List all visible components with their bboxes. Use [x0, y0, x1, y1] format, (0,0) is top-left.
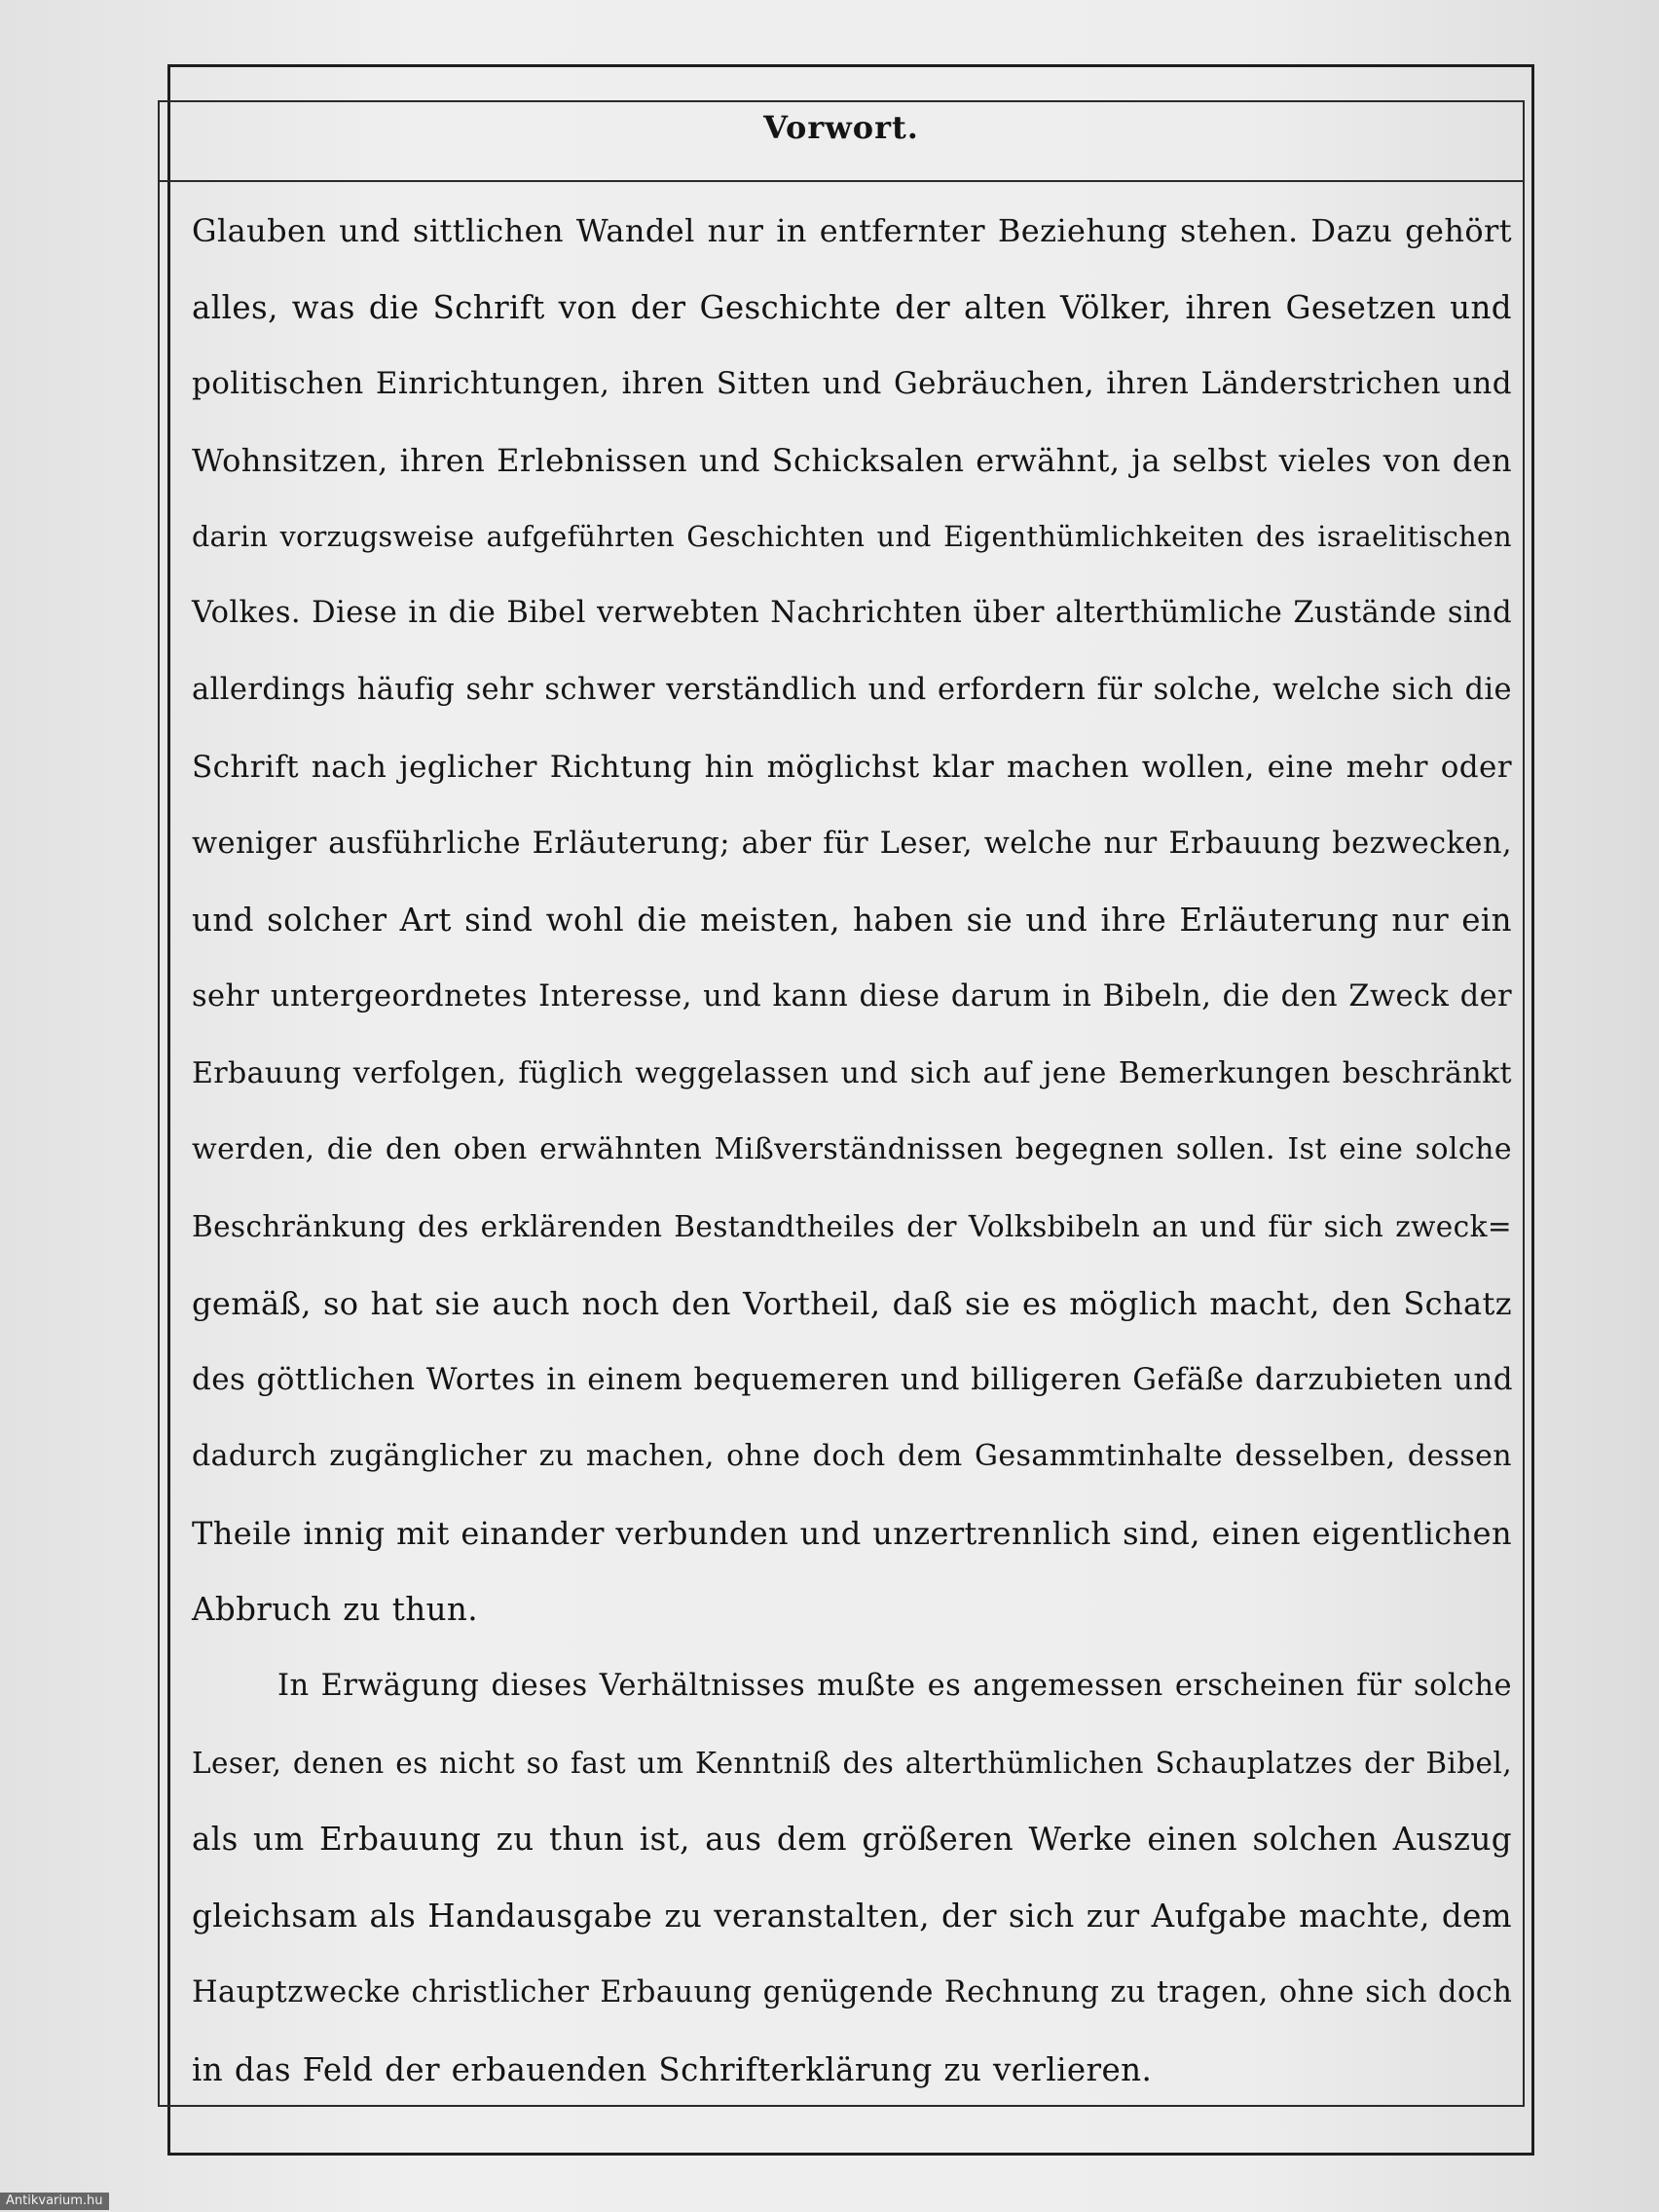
text-line: werden, die den oben erwähnten Mißverständnissen begegnen sollen. Ist eine solche: [192, 1132, 1512, 1167]
text-line: Glauben und sittlichen Wandel nur in entfernter Beziehung stehen. Dazu gehört: [192, 212, 1512, 249]
text-line: Abbruch zu thun.: [192, 1591, 478, 1629]
text-line: Hauptzwecke christlicher Erbauung genügende Rechnung zu tragen, ohne sich doch: [192, 1974, 1513, 2009]
text-line: darin vorzugsweise aufgeführten Geschichten und Eigenthümlichkeiten des israelitischen: [192, 520, 1512, 553]
body-text: [192, 193, 1512, 2108]
page-title: Vorwort.: [763, 109, 919, 146]
watermark: Antikvarium.hu: [0, 2193, 109, 2210]
text-line: Schrift nach jeglicher Richtung hin möglichst klar machen wollen, eine mehr oder: [192, 749, 1512, 785]
text-line: Volkes. Diese in die Bibel verwebten Nachrichten über alterthümliche Zustände sind: [192, 596, 1512, 631]
text-line: und solcher Art sind wohl die meisten, haben sie und ihre Erläuterung nur ein: [192, 902, 1512, 940]
text-line: als um Erbauung zu thun ist, aus dem größeren Werke einen solchen Auszug: [192, 1821, 1512, 1859]
text-line: Leser, denen es nicht so fast um Kenntniß des alterthümlichen Schauplatzes der Bibel,: [192, 1746, 1512, 1780]
text-line: alles, was die Schrift von der Geschichte der alten Völker, ihren Gesetzen und: [192, 288, 1512, 326]
text-line: weniger ausführliche Erläuterung; aber für Leser, welche nur Erbauung bezwecken,: [192, 826, 1512, 861]
text-line: dadurch zugänglicher zu machen, ohne doch dem Gesammtinhalte desselben, dessen: [192, 1439, 1512, 1473]
text-line: Theile innig mit einander verbunden und unzertrennlich sind, einen eigentlichen: [192, 1514, 1512, 1552]
text-line: sehr untergeordnetes Interesse, und kann diese darum in Bibeln, die den Zweck der: [192, 978, 1512, 1014]
text-line: gleichsam als Handausgabe zu veranstalten, der sich zur Aufgabe machte, dem: [192, 1898, 1512, 1936]
header-divider: [158, 180, 1525, 182]
text-line: Erbauung verfolgen, füglich weggelassen und sich auf jene Bemerkungen beschränkt: [192, 1055, 1512, 1090]
paragraph-1: [192, 193, 1512, 1648]
text-line: In Erwägung dieses Verhältnisses mußte es angemessen erscheinen für solche: [277, 1669, 1512, 1704]
text-line: Beschränkung des erklärenden Bestandtheiles der Volksbibeln an und für sich zweck=: [192, 1209, 1512, 1243]
text-line: des göttlichen Wortes in einem bequemeren und billigeren Gefäße darzubieten und: [192, 1362, 1513, 1398]
text-line: in das Feld der erbauenden Schrifterklärung zu verlieren.: [192, 2050, 1153, 2088]
text-line: allerdings häufig sehr schwer verständlich und erfordern für solche, welche sich die: [192, 673, 1512, 708]
text-line: Wohnsitzen, ihren Erlebnissen und Schicksalen erwähnt, ja selbst vieles von den: [192, 442, 1512, 480]
paragraph-2: [192, 1648, 1512, 2108]
text-line: gemäß, so hat sie auch noch den Vortheil, daß sie es möglich macht, den Schatz: [192, 1284, 1512, 1322]
text-line: politischen Einrichtungen, ihren Sitten und Gebräuchen, ihren Länderstrichen und: [192, 366, 1512, 402]
